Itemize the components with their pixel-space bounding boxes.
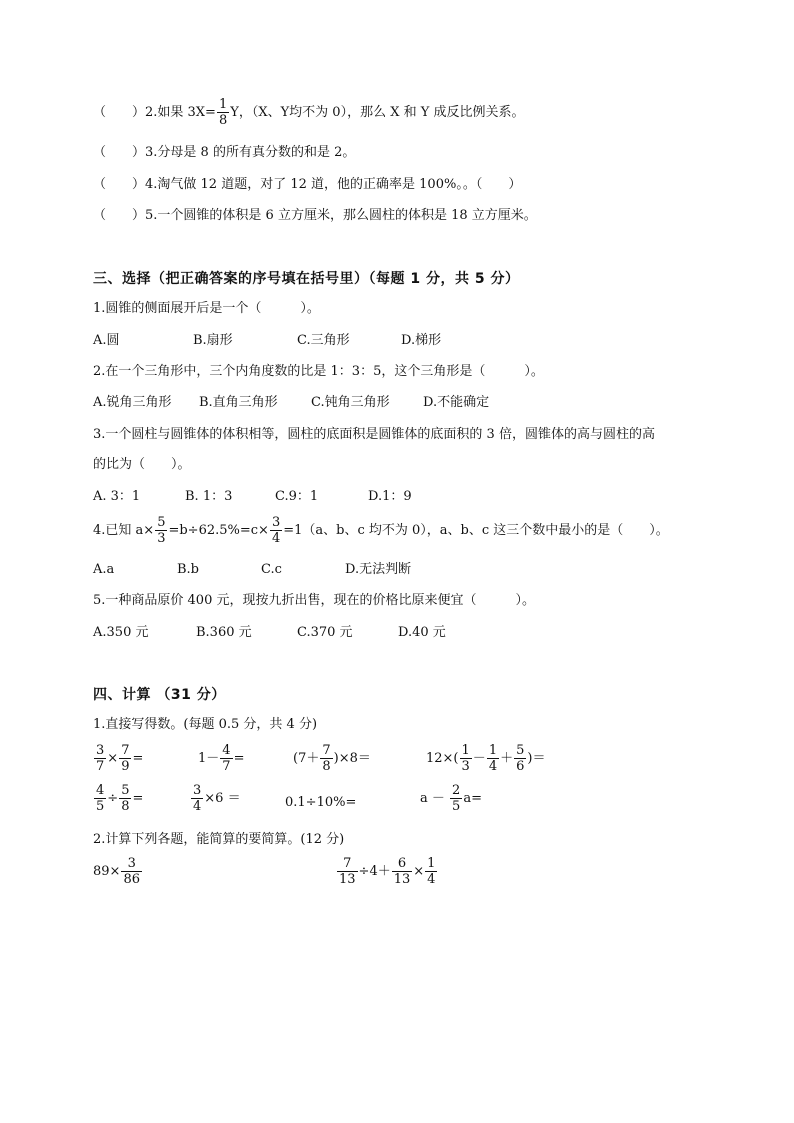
option-b: B.b xyxy=(177,562,200,577)
option-d: D.无法判断 xyxy=(345,562,412,577)
expr-5: $\frac{4}{5}$ ÷ $\frac{5}{8}$ = xyxy=(96,783,144,814)
option-b: B.扇形 xyxy=(193,333,233,348)
expr-4: 12×( $\frac{1}{3}$ － $\frac{1}{4}$ ＋ $\frac{5}{6}$ )＝ xyxy=(426,743,546,774)
fraction: $\frac{3}{4}$ xyxy=(271,515,281,546)
expr-2: 1－ $\frac{4}{7}$ = xyxy=(198,743,245,774)
fraction: $\frac{3}{7}$ xyxy=(96,743,105,774)
fraction: $\frac{1}{3}$ xyxy=(461,743,470,774)
calc-part2-heading: 2.计算下列各题，能简算的要简算。(12 分) xyxy=(93,832,345,847)
fraction: $\frac{4}{5}$ xyxy=(96,783,105,814)
option-c: C.9：1 xyxy=(275,489,319,504)
fraction: $\frac{5}{3}$ xyxy=(157,515,166,546)
fraction: $\frac{5}{8}$ xyxy=(121,783,130,814)
expr-8: a － $\frac{2}{5}$ a= xyxy=(420,783,482,814)
judge-q2: （ ）2.如果 3X= $\frac{1}{8}$ Y，（X、Y均不为 0），那么 X 和 Y 成反比例关系。 xyxy=(93,97,525,128)
fraction: $\frac{3}{86}$ xyxy=(123,856,140,887)
choice-q3-line1: 3.一个圆柱与圆锥体的体积相等，圆柱的底面积是圆锥体的底面积的 3 倍，圆锥体的高与圆柱的高 xyxy=(93,427,655,442)
expr-6: $\frac{3}{4}$ ×6 ＝ xyxy=(193,783,241,814)
judge-q4: （ ）4.淘气做 12 道题，对了 12 道，他的正确率是 100%。。（ ） xyxy=(93,177,522,192)
option-a: A. 3：1 xyxy=(93,489,141,504)
option-b: B. 1：3 xyxy=(185,489,233,504)
option-a: A.锐角三角形 xyxy=(93,395,172,410)
fraction: $\frac{1}{8}$ xyxy=(218,97,228,128)
option-d: D.不能确定 xyxy=(423,395,490,410)
section-choice-title: 三、选择（把正确答案的序号填在括号里）（每题 1 分，共 5 分） xyxy=(93,271,520,287)
judge-q5: （ ）5.一个圆锥的体积是 6 立方厘米，那么圆柱的体积是 18 立方厘米。 xyxy=(93,208,537,223)
fraction: $\frac{6}{13}$ xyxy=(393,856,411,887)
fraction: $\frac{1}{4}$ xyxy=(427,856,436,887)
choice-q2-options xyxy=(93,394,489,412)
judge-q3: （ ）3.分母是 8 的所有真分数的和是 2。 xyxy=(93,145,356,160)
option-b: B.360 元 xyxy=(196,625,252,640)
choice-q4-options xyxy=(93,561,411,579)
option-c: C.c xyxy=(261,562,282,577)
fraction: $\frac{2}{5}$ xyxy=(452,783,461,814)
expr-1: $\frac{3}{7}$ × $\frac{7}{9}$ = xyxy=(96,743,144,774)
expr-10: $\frac{7}{13}$ ÷4＋ $\frac{6}{13}$ × $\frac{1}{4}$ xyxy=(339,856,436,887)
fraction: $\frac{4}{7}$ xyxy=(222,743,231,774)
option-d: D.1：9 xyxy=(368,489,412,504)
fraction: $\frac{1}{4}$ xyxy=(488,743,498,774)
expr-7: 0.1÷10%= xyxy=(285,795,357,810)
option-b: B.直角三角形 xyxy=(199,395,278,410)
choice-q1: 1.圆锥的侧面展开后是一个（ ）。 xyxy=(93,301,320,316)
choice-q3-options xyxy=(93,488,412,506)
expr-9: 89× $\frac{3}{86}$ xyxy=(93,856,140,887)
option-a: A.圆 xyxy=(93,333,120,348)
fraction: $\frac{7}{8}$ xyxy=(322,743,331,774)
choice-q2: 2.在一个三角形中，三个内角度数的比是 1：3：5，这个三角形是（ ）。 xyxy=(93,364,544,379)
option-d: D.梯形 xyxy=(401,333,442,348)
fraction: $\frac{7}{9}$ xyxy=(121,743,130,774)
choice-q4: 4.已知 a× $\frac{5}{3}$ =b÷62.5%=c× $\frac{3}{4}$ =1（a、b、c 均不为 0），a、b、c 这三个数中最小的是（ ）。 xyxy=(93,515,669,546)
choice-q1-options xyxy=(93,332,441,350)
choice-q5-options xyxy=(93,624,446,642)
calc-part1-heading: 1.直接写得数。(每题 0.5 分，共 4 分) xyxy=(93,717,318,732)
section-calc-title: 四、计算 （31 分） xyxy=(93,687,226,703)
option-c: C.三角形 xyxy=(297,333,350,348)
option-c: C.钝角三角形 xyxy=(311,395,390,410)
choice-q5: 5.一种商品原价 400 元，现按九折出售，现在的价格比原来便宜（ ）。 xyxy=(93,593,535,608)
fraction: $\frac{3}{4}$ xyxy=(193,783,202,814)
choice-q3-line2: 的比为（ ）。 xyxy=(93,457,191,472)
fraction: $\frac{7}{13}$ xyxy=(339,856,356,887)
expr-3: (7＋ $\frac{7}{8}$ )×8＝ xyxy=(293,743,371,774)
option-a: A.a xyxy=(93,562,115,577)
option-a: A.350 元 xyxy=(93,625,149,640)
fraction: $\frac{5}{6}$ xyxy=(516,743,525,774)
option-c: C.370 元 xyxy=(297,625,353,640)
option-d: D.40 元 xyxy=(398,625,446,640)
